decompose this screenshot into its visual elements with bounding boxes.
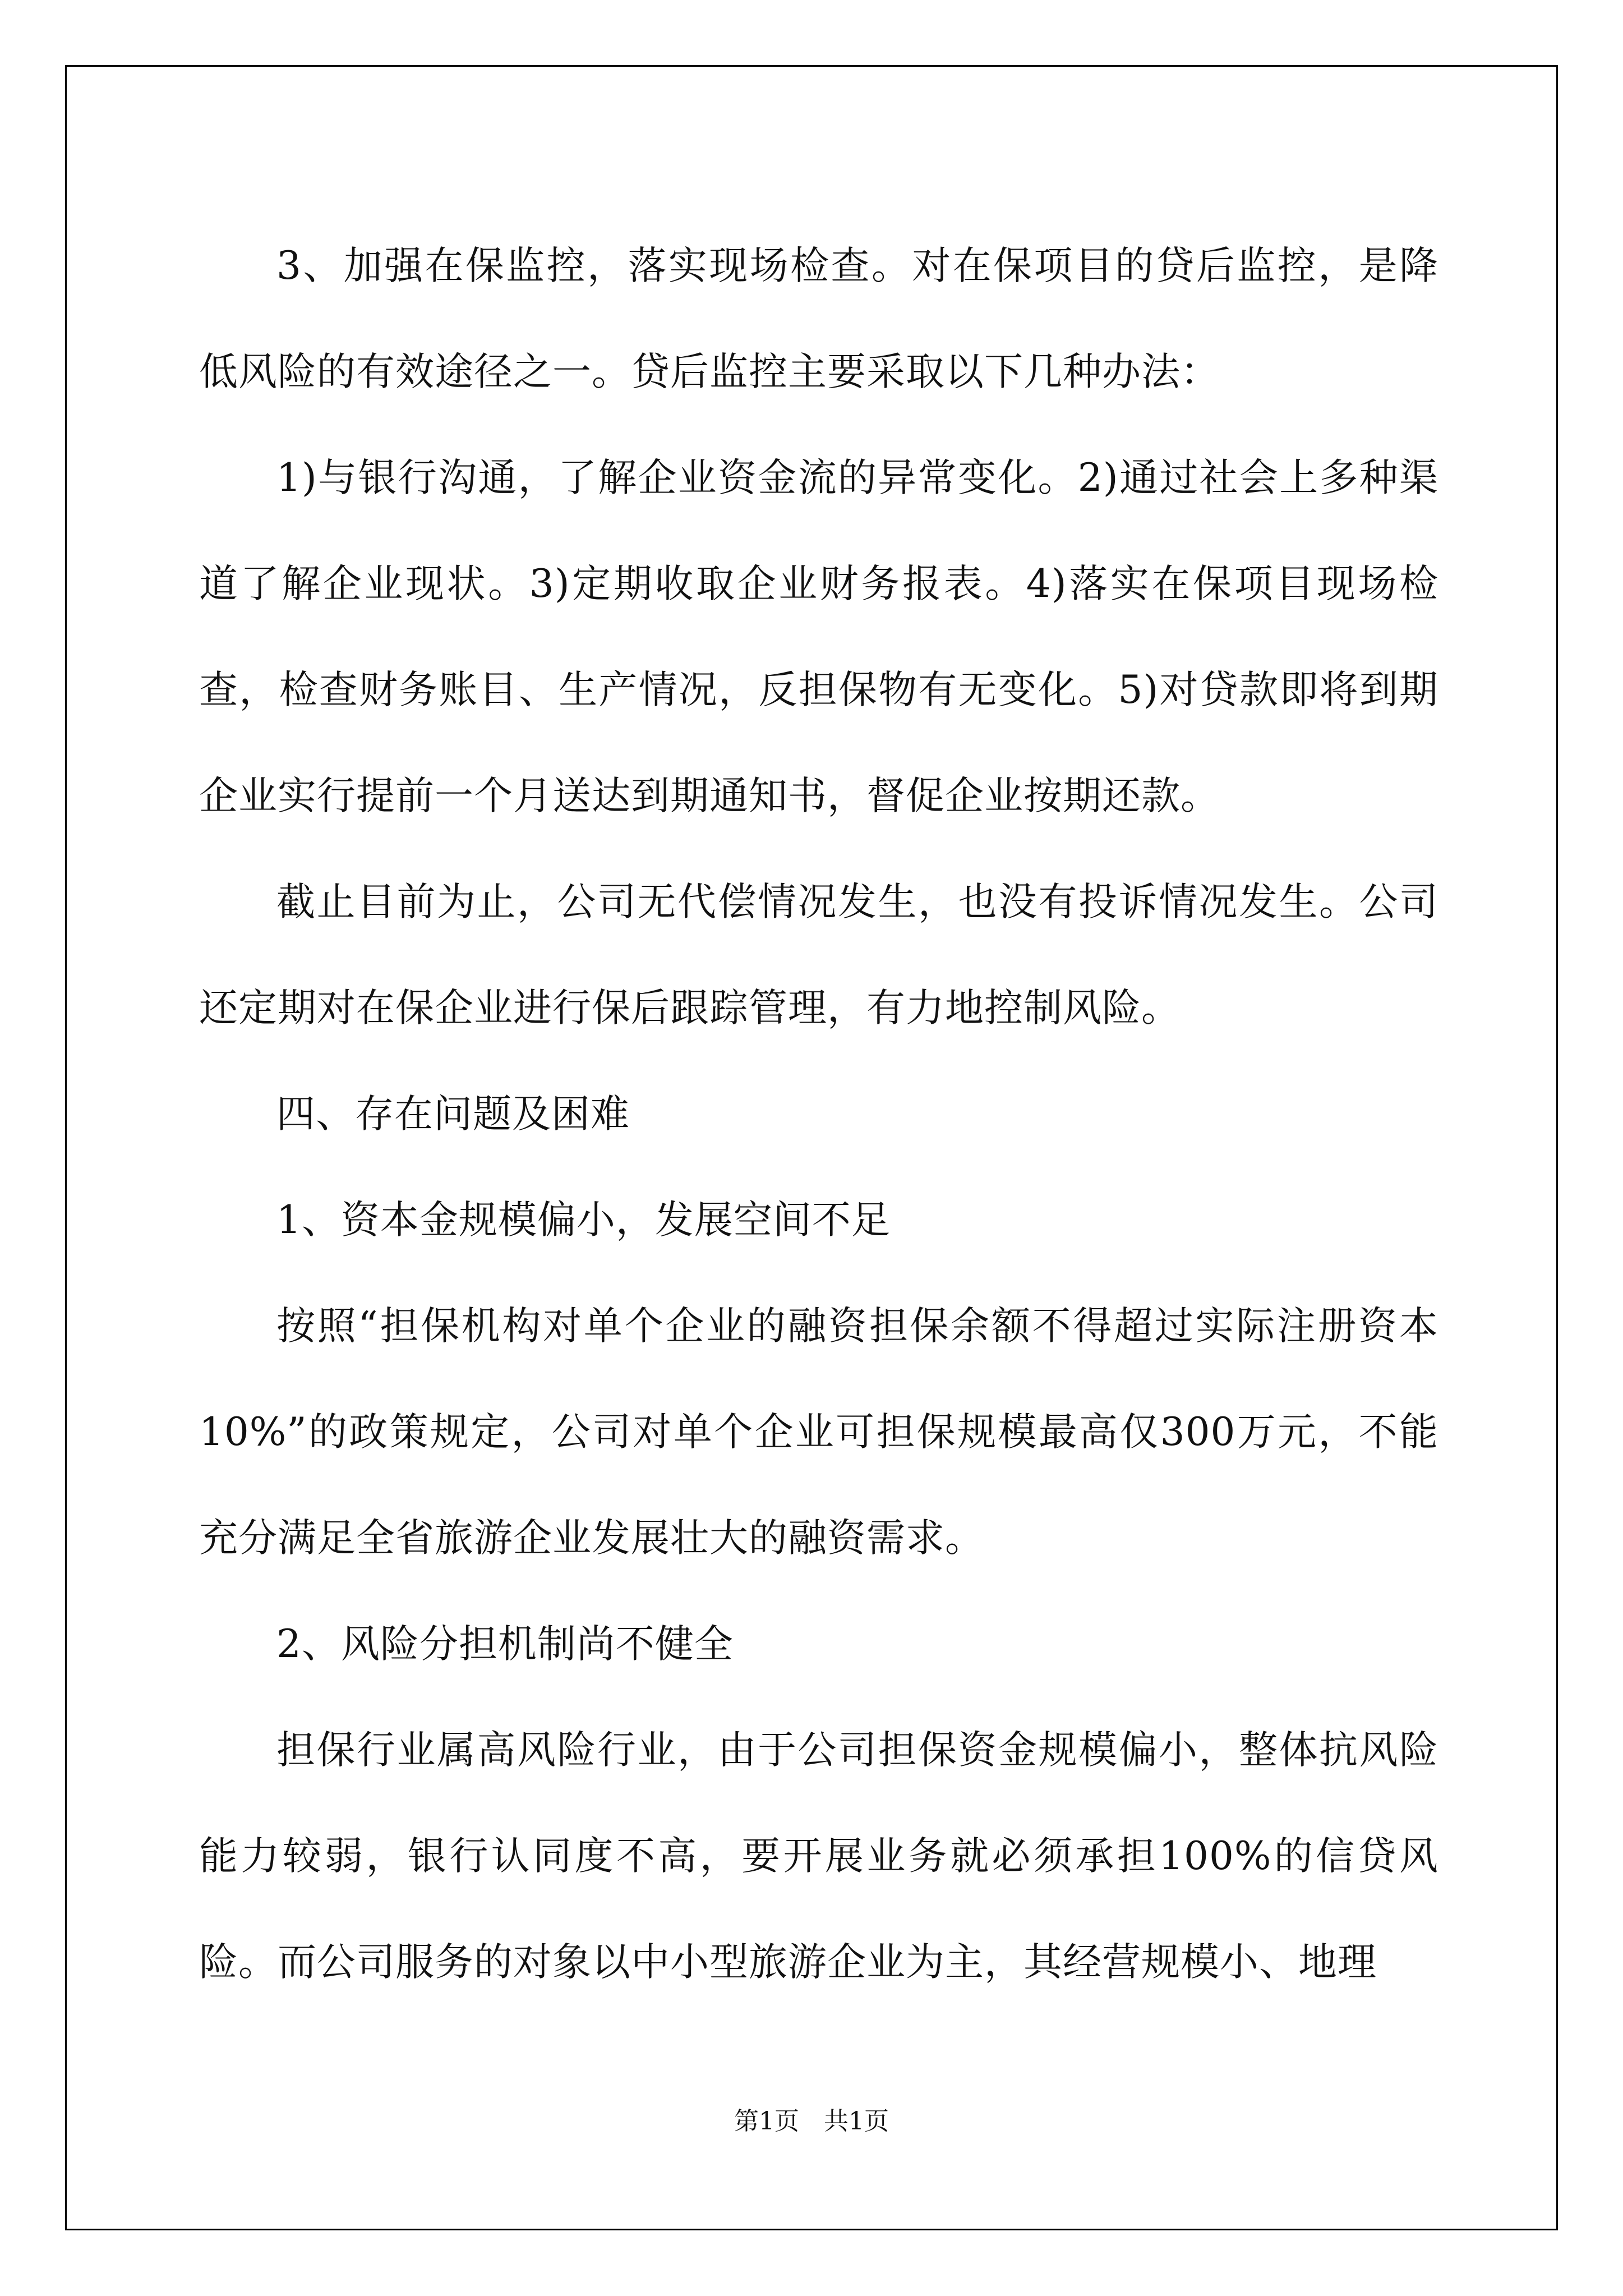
paragraph-monitoring: 3、加强在保监控，落实现场检查。对在保项目的贷后监控，是降低风险的有效途径之一。贷后监控主要采取以下几种办法： xyxy=(199,243,1438,394)
paragraph-risk-sharing: 担保行业属高风险行业，由于公司担保资金规模偏小，整体抗风险能力较弱，银行认同度不高，要开展业务就必须承担100%的信贷风险。而公司服务的对象以中小型旅游企业为主，其经营规模小、地理 xyxy=(199,1728,1438,1985)
page-number: 第1页 xyxy=(734,2107,799,2136)
subheading-capital: 1、资本金规模偏小，发展空间不足 xyxy=(276,1198,891,1243)
paragraph-monitoring-methods: 1)与银行沟通，了解企业资金流的异常变化。2)通过社会上多种渠道了解企业现状。3)定期收取企业财务报表。4)落实在保项目现场检查，检查财务账目、生产情况，反担保物有无变化。5)对贷款即将到期企业实行提前一个月送达到期通知书，督促企业按期还款。 xyxy=(199,455,1438,818)
document-body xyxy=(199,213,1438,2016)
page-footer xyxy=(0,2101,1623,2137)
page-total: 共1页 xyxy=(824,2107,889,2136)
section-heading-problems: 四、存在问题及困难 xyxy=(276,1092,630,1137)
paragraph-capital: 按照“担保机构对单个企业的融资担保余额不得超过实际注册资本10%”的政策规定，公司对单个企业可担保规模最高仅300万元，不能充分满足全省旅游企业发展壮大的融资需求。 xyxy=(199,1304,1438,1561)
paragraph-status: 截止目前为止，公司无代偿情况发生，也没有投诉情况发生。公司还定期对在保企业进行保后跟踪管理，有力地控制风险。 xyxy=(199,880,1438,1030)
subheading-risk-sharing: 2、风险分担机制尚不健全 xyxy=(276,1622,734,1667)
